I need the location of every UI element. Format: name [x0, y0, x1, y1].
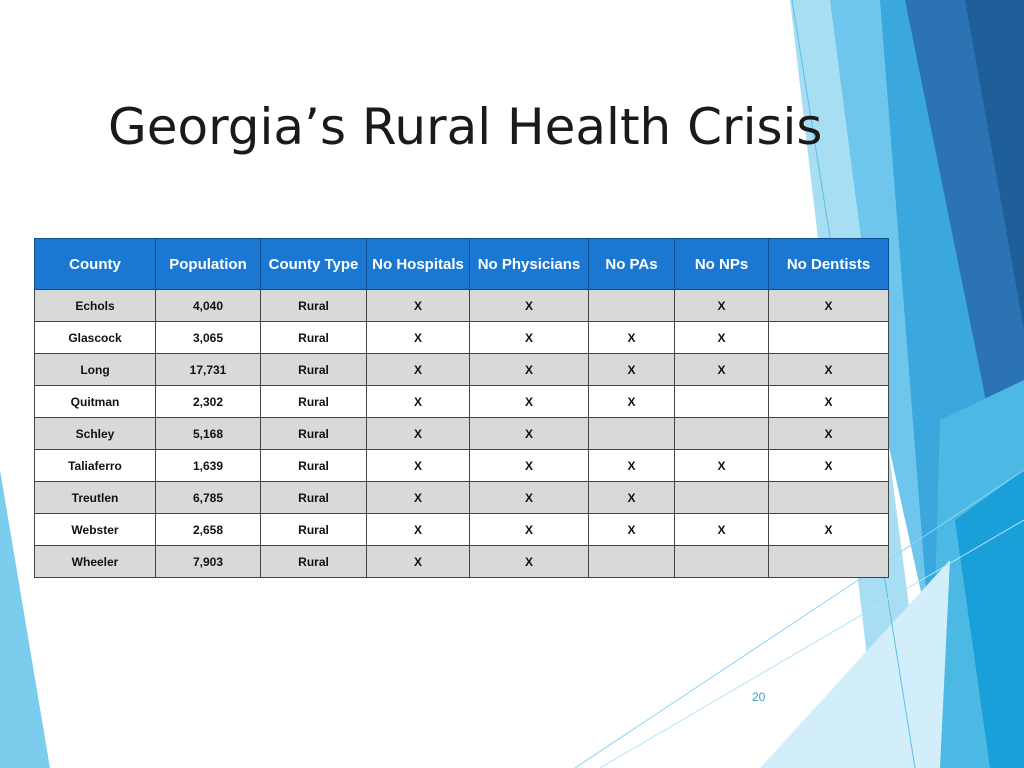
- cell-county: Long: [35, 354, 156, 386]
- col-header-no-pas: No PAs: [589, 239, 675, 290]
- cell-no-pas: X: [589, 322, 675, 354]
- cell-no-physicians: X: [470, 354, 589, 386]
- cell-county-type: Rural: [261, 482, 367, 514]
- cell-county-type: Rural: [261, 450, 367, 482]
- cell-no-nps: X: [675, 322, 769, 354]
- cell-no-nps: [675, 418, 769, 450]
- cell-no-dentists: X: [769, 418, 889, 450]
- cell-population: 5,168: [156, 418, 261, 450]
- cell-no-nps: [675, 546, 769, 578]
- facet-bottom-pale: [760, 560, 950, 768]
- cell-county-type: Rural: [261, 514, 367, 546]
- cell-no-dentists: X: [769, 290, 889, 322]
- table-row: [35, 514, 889, 546]
- cell-county: Glascock: [35, 322, 156, 354]
- cell-population: 3,065: [156, 322, 261, 354]
- cell-no-nps: X: [675, 514, 769, 546]
- table-row: [35, 546, 889, 578]
- cell-county: Schley: [35, 418, 156, 450]
- cell-no-pas: X: [589, 450, 675, 482]
- cell-no-dentists: X: [769, 450, 889, 482]
- cell-county-type: Rural: [261, 386, 367, 418]
- cell-no-physicians: X: [470, 386, 589, 418]
- cell-no-hospitals: X: [367, 386, 470, 418]
- cell-no-pas: X: [589, 386, 675, 418]
- page-number: 20: [752, 690, 766, 704]
- cell-no-nps: X: [675, 290, 769, 322]
- cell-no-pas: X: [589, 514, 675, 546]
- cell-county: Treutlen: [35, 482, 156, 514]
- cell-no-pas: [589, 546, 675, 578]
- cell-no-nps: [675, 482, 769, 514]
- cell-population: 4,040: [156, 290, 261, 322]
- cell-no-hospitals: X: [367, 482, 470, 514]
- table-header-row: [35, 239, 889, 290]
- cell-no-dentists: X: [769, 514, 889, 546]
- cell-population: 2,658: [156, 514, 261, 546]
- table-row: [35, 354, 889, 386]
- cell-county: Taliaferro: [35, 450, 156, 482]
- table-row: [35, 290, 889, 322]
- table-row: [35, 322, 889, 354]
- cell-no-hospitals: X: [367, 354, 470, 386]
- cell-no-pas: [589, 290, 675, 322]
- cell-no-dentists: [769, 322, 889, 354]
- cell-no-hospitals: X: [367, 322, 470, 354]
- cell-county: Wheeler: [35, 546, 156, 578]
- cell-county: Webster: [35, 514, 156, 546]
- cell-county: Echols: [35, 290, 156, 322]
- cell-no-hospitals: X: [367, 450, 470, 482]
- cell-county-type: Rural: [261, 322, 367, 354]
- county-health-table: [34, 238, 889, 578]
- cell-population: 2,302: [156, 386, 261, 418]
- cell-no-dentists: [769, 546, 889, 578]
- col-header-no-hospitals: No Hospitals: [367, 239, 470, 290]
- cell-no-nps: X: [675, 354, 769, 386]
- cell-no-physicians: X: [470, 514, 589, 546]
- cell-no-dentists: X: [769, 386, 889, 418]
- cell-no-pas: [589, 418, 675, 450]
- table-row: [35, 386, 889, 418]
- cell-no-physicians: X: [470, 322, 589, 354]
- cell-no-physicians: X: [470, 450, 589, 482]
- cell-no-hospitals: X: [367, 546, 470, 578]
- cell-no-nps: X: [675, 450, 769, 482]
- cell-no-physicians: X: [470, 290, 589, 322]
- table-row: [35, 482, 889, 514]
- table-row: [35, 418, 889, 450]
- table-row: [35, 450, 889, 482]
- cell-county-type: Rural: [261, 354, 367, 386]
- cell-no-physicians: X: [470, 418, 589, 450]
- cell-no-physicians: X: [470, 482, 589, 514]
- col-header-no-dentists: No Dentists: [769, 239, 889, 290]
- cell-no-physicians: X: [470, 546, 589, 578]
- cell-population: 1,639: [156, 450, 261, 482]
- cell-no-dentists: X: [769, 354, 889, 386]
- cell-population: 7,903: [156, 546, 261, 578]
- cell-no-hospitals: X: [367, 290, 470, 322]
- cell-no-hospitals: X: [367, 514, 470, 546]
- cell-no-hospitals: X: [367, 418, 470, 450]
- col-header-county-type: County Type: [261, 239, 367, 290]
- cell-no-pas: X: [589, 482, 675, 514]
- slide-title: Georgia’s Rural Health Crisis: [108, 98, 823, 156]
- cell-county-type: Rural: [261, 546, 367, 578]
- cell-county-type: Rural: [261, 418, 367, 450]
- cell-county: Quitman: [35, 386, 156, 418]
- cell-no-pas: X: [589, 354, 675, 386]
- cell-county-type: Rural: [261, 290, 367, 322]
- col-header-no-physicians: No Physicians: [470, 239, 589, 290]
- cell-population: 6,785: [156, 482, 261, 514]
- col-header-county: County: [35, 239, 156, 290]
- col-header-no-nps: No NPs: [675, 239, 769, 290]
- cell-no-nps: [675, 386, 769, 418]
- cell-no-dentists: [769, 482, 889, 514]
- cell-population: 17,731: [156, 354, 261, 386]
- col-header-population: Population: [156, 239, 261, 290]
